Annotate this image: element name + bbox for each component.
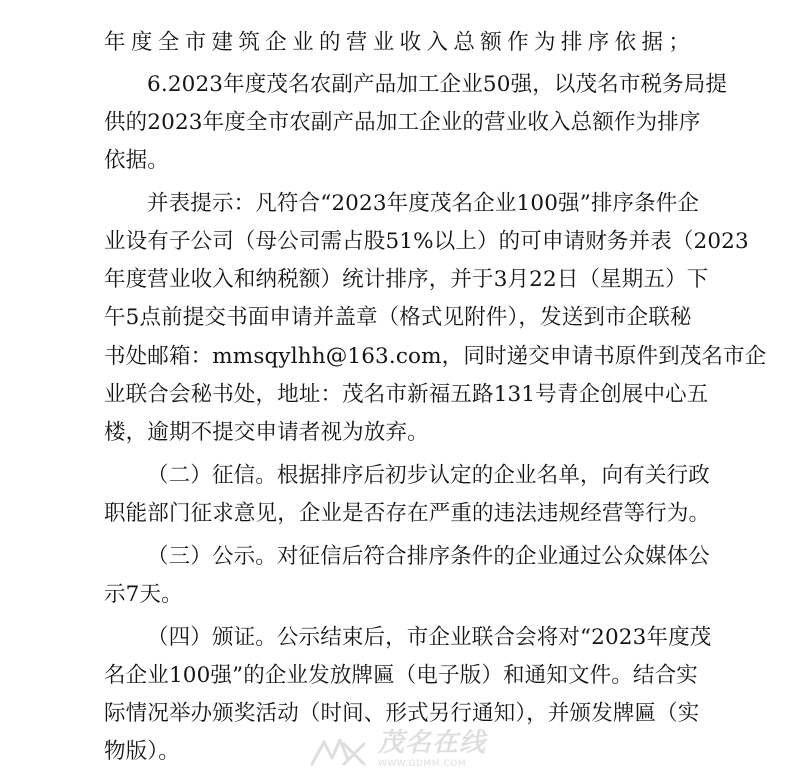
text-line-16: （四）颁证。公示结束后，市企业联合会将对“2023年度茂 [147, 625, 712, 650]
text-line-9: 书处邮箱：mmsqylhh@163.com，同时递交申请书原件到茂名市企 [104, 344, 767, 369]
text-line-19: 物版）。 [104, 739, 180, 764]
site-watermark [300, 728, 500, 774]
maoming-logo-icon [308, 734, 370, 770]
text-line-3: 供的2023年度全市农副产品加工企业的营业收入总额作为排序 [104, 110, 701, 135]
text-line-17: 名企业100强”的企业发放牌匾（电子版）和通知文件。结合实 [104, 663, 698, 688]
text-line-1: 年度全市建筑企业的营业收入总额作为排序依据； [104, 30, 690, 55]
text-line-7: 年度营业收入和纳税额）统计排序，并于3月22日（星期五）下 [104, 267, 709, 292]
text-line-4: 依据。 [104, 148, 169, 173]
text-line-12: （二）征信。根据排序后初步认定的企业名单，向有关行政 [147, 463, 710, 488]
text-line-13: 职能部门征求意见，企业是否存在严重的违法违规经营等行为。 [104, 501, 711, 526]
text-line-10: 业联合会秘书处，地址：茂名市新福五路131号青企创展中心五 [104, 382, 709, 407]
text-line-2: 6.2023年度茂名农副产品加工企业50强，以茂名市税务局提 [147, 72, 728, 97]
text-line-15: 示7天。 [104, 582, 183, 607]
text-line-5: 并表提示：凡符合“2023年度茂名企业100强”排序条件企 [147, 191, 700, 216]
text-line-8: 午5点前提交书面申请并盖章（格式见附件），发送到市企联秘 [104, 305, 692, 330]
text-line-18: 际情况举办颁奖活动（时间、形式另行通知），并颁发牌匾（实 [104, 701, 700, 726]
text-line-14: （三）公示。对征信后符合排序条件的企业通过公众媒体公 [147, 544, 710, 569]
watermark-title: 茂名在线 [378, 728, 487, 758]
text-line-11: 楼，逾期不提交申请者视为放弃。 [104, 420, 429, 445]
text-line-6: 业设有子公司（母公司需占股51%以上）的可申请财务并表（2023 [104, 229, 749, 254]
watermark-url: WWW.GDMM.COM [378, 759, 466, 769]
